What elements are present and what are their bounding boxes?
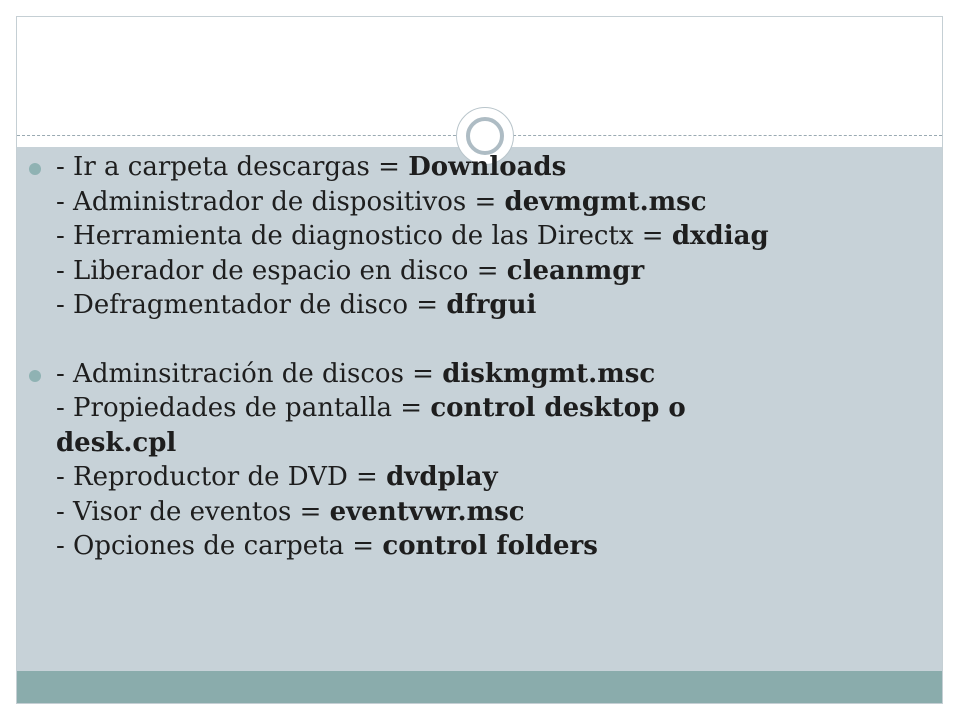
command-name: devmgmt.msc bbox=[504, 186, 707, 217]
bullet-item bbox=[24, 150, 904, 323]
command-name: control desktop o bbox=[430, 393, 686, 423]
command-name: eventvwr.msc bbox=[329, 496, 525, 527]
command-line bbox=[56, 185, 904, 220]
command-line bbox=[56, 495, 904, 530]
command-line bbox=[56, 426, 904, 461]
command-line bbox=[56, 219, 904, 254]
command-name: Downloads bbox=[408, 152, 567, 182]
command-name: dvdplay bbox=[386, 462, 498, 492]
command-description: - Propiedades de pantalla = bbox=[56, 393, 431, 423]
command-description: - Visor de eventos = bbox=[56, 496, 330, 527]
command-line bbox=[56, 254, 904, 289]
command-description: - Reproductor de DVD = bbox=[56, 462, 387, 492]
command-description: - Ir a carpeta descargas = bbox=[56, 152, 409, 182]
command-description: - Opciones de carpeta = bbox=[56, 531, 383, 561]
command-description: - Administrador de dispositivos = bbox=[56, 186, 505, 217]
bullet-list bbox=[24, 150, 904, 564]
command-line bbox=[56, 150, 904, 185]
command-name: control folders bbox=[382, 531, 598, 561]
command-name: cleanmgr bbox=[506, 255, 645, 286]
command-description: - Liberador de espacio en disco = bbox=[56, 255, 507, 286]
command-line bbox=[56, 391, 904, 426]
command-line bbox=[56, 357, 904, 392]
bullet-dot-icon bbox=[29, 163, 41, 175]
command-line bbox=[56, 529, 904, 564]
command-name: desk.cpl bbox=[56, 427, 177, 458]
command-description: - Herramienta de diagnostico de las Directx = bbox=[56, 221, 672, 251]
command-name: dfrgui bbox=[446, 290, 537, 320]
command-description: - Adminsitración de discos = bbox=[56, 358, 443, 389]
command-description: - Defragmentador de disco = bbox=[56, 290, 447, 320]
command-line bbox=[56, 460, 904, 495]
bullet-item bbox=[24, 357, 904, 564]
bullet-dot-icon bbox=[29, 370, 41, 382]
footer-band bbox=[17, 671, 942, 704]
command-name: diskmgmt.msc bbox=[442, 358, 656, 389]
command-name: dxdiag bbox=[671, 221, 769, 251]
command-line bbox=[56, 288, 904, 323]
